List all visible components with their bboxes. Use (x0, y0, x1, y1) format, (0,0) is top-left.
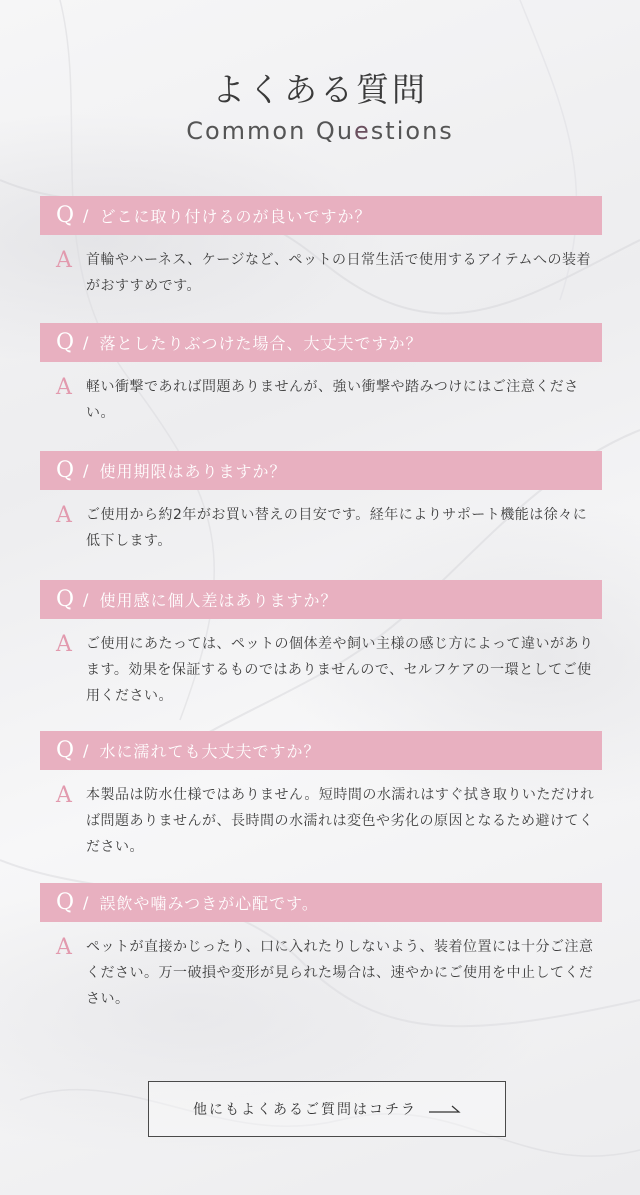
a-marker: A (56, 935, 72, 960)
faq-answer (40, 631, 602, 709)
subtitle-text: Common Qu (186, 117, 355, 145)
faq-answer (40, 502, 602, 554)
faq-question-bar (40, 323, 602, 362)
faq-answer-text: ご使用にあたっては、ペットの個体差や飼い主様の感じ方によって違いがあります。効果を保証するものではありませんので、セルフケアの一環としてご使用ください。 (86, 636, 594, 704)
q-marker: Q (56, 738, 76, 763)
faq-question-bar (40, 883, 602, 922)
faq-answer (40, 374, 602, 426)
faq-answer-text: 首輪やハーネス、ケージなど、ペットの日常生活で使用するアイテムへの装着がおすすめです。 (86, 252, 591, 294)
q-slash: / (83, 206, 90, 225)
faq-question: 使用感に個人差はありますか？ (99, 591, 338, 610)
faq-question-bar (40, 580, 602, 619)
a-marker: A (56, 248, 72, 273)
more-faq-label: 他にもよくあるご質問はコチラ (193, 1102, 417, 1118)
faq-answer-text: ご使用から約2年がお買い替えの目安です。経年によりサポート機能は徐々に低下します。 (86, 507, 588, 549)
faq-item (40, 196, 602, 299)
faq-item (40, 451, 602, 554)
subtitle-accent: e (354, 117, 371, 145)
faq-answer (40, 247, 602, 299)
arrow-right-icon (429, 1104, 461, 1114)
faq-answer (40, 934, 602, 1012)
a-marker: A (56, 632, 72, 657)
faq-answer-text: ペットが直接かじったり、口に入れたりしないよう、装着位置には十分ご注意ください。万一破損や変形が見られた場合は、速やかにご使用を中止してください。 (86, 939, 594, 1007)
subtitle-text-end: stions (370, 117, 454, 145)
q-marker: Q (56, 587, 76, 612)
page-title: よくある質問 (212, 70, 428, 109)
faq-question-bar (40, 451, 602, 490)
faq-question-bar (40, 196, 602, 235)
a-marker: A (56, 503, 72, 528)
q-marker: Q (56, 458, 76, 483)
faq-item (40, 731, 602, 860)
faq-item (40, 580, 602, 709)
q-marker: Q (56, 330, 76, 355)
faq-question-bar (40, 731, 602, 770)
faq-question: 落としたりぶつけた場合、大丈夫ですか？ (99, 334, 423, 353)
more-faq-button[interactable] (148, 1081, 506, 1137)
faq-question: どこに取り付けるのが良いですか？ (99, 207, 372, 226)
faq-item (40, 323, 602, 426)
q-slash: / (83, 333, 90, 352)
faq-answer (40, 782, 602, 860)
faq-answer-text: 本製品は防水仕様ではありません。短時間の水濡れはすぐ拭き取りいただければ問題ありませんが、長時間の水濡れは変色や劣化の原因となるため避けてください。 (86, 787, 595, 855)
faq-item (40, 883, 602, 1012)
a-marker: A (56, 783, 72, 808)
a-marker: A (56, 375, 72, 400)
page-subtitle (0, 117, 640, 145)
faq-question: 誤飲や噛みつきが心配です。 (99, 894, 319, 913)
q-slash: / (83, 590, 90, 609)
q-slash: / (83, 741, 90, 760)
faq-question: 水に濡れても大丈夫ですか？ (99, 742, 321, 761)
q-marker: Q (56, 890, 76, 915)
faq-question: 使用期限はありますか？ (99, 462, 287, 481)
q-marker: Q (56, 203, 76, 228)
faq-answer-text: 軽い衝撃であれば問題ありませんが、強い衝撃や踏みつけにはご注意ください。 (86, 379, 579, 421)
q-slash: / (83, 893, 90, 912)
q-slash: / (83, 461, 90, 480)
